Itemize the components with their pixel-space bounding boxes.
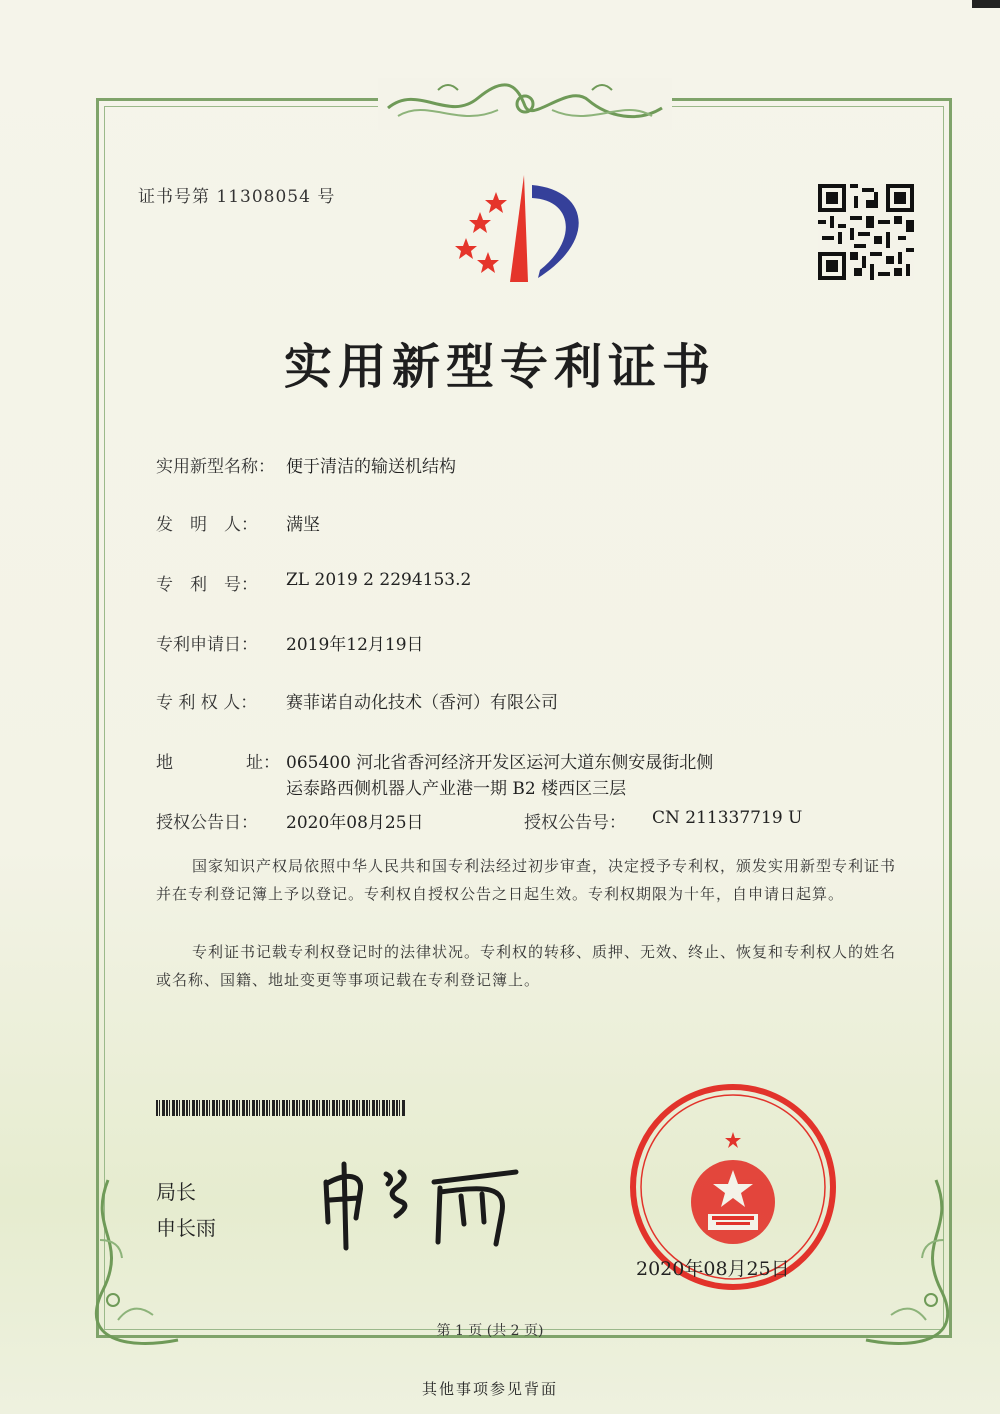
grant-date-label: 授权公告日： [156, 813, 258, 833]
qr-code [818, 184, 914, 280]
certificate-title: 实用新型专利证书 [283, 339, 716, 395]
signatory-name: 申长雨 [156, 1216, 216, 1240]
utility-name-value: 便于清洁的输送机结构 [286, 457, 456, 477]
certificate-number: 证书号第 11308054 号 [138, 187, 336, 207]
grant-number-value: CN 211337719 U [652, 808, 803, 828]
address-line-2: 运泰路西侧机器人产业港一期 B2 楼西区三层 [286, 779, 627, 799]
grant-number-label: 授权公告号： [524, 813, 626, 833]
barcode [156, 1100, 406, 1116]
seal-date: 2020年08月25日 [636, 1258, 790, 1280]
footer-note: 其他事项参见背面 [421, 1380, 558, 1398]
inventor-label: 发 明 人： [156, 515, 258, 535]
address-label: 地 [156, 753, 173, 773]
grant-date-value: 2020年08月25日 [286, 813, 424, 833]
top-ornament [378, 78, 672, 130]
signatory-title: 局长 [156, 1180, 196, 1204]
utility-name-label: 实用新型名称： [156, 457, 275, 477]
address-label-colon: 址： [246, 753, 280, 773]
address-line-1: 065400 河北省香河经济开发区运河大道东侧安晟街北侧 [286, 753, 714, 773]
handwritten-signature [316, 1152, 526, 1252]
apply-date-value: 2019年12月19日 [286, 635, 424, 655]
apply-date-label: 专利申请日： [156, 635, 258, 655]
inventor-value: 满坚 [286, 515, 320, 535]
owner-value: 赛菲诺自动化技术（香河）有限公司 [286, 693, 558, 713]
page-number: 第 1 页 (共 2 页) [436, 1323, 544, 1339]
patent-number-label: 专 利 号： [156, 575, 258, 595]
body-paragraph-1: 国家知识产权局依照中华人民共和国专利法经过初步审查，决定授予专利权，颁发实用新型专利证书并在专利登记簿上予以登记。专利权自授权公告之日起生效。专利权期限为十年，自申请日起算。 [156, 857, 897, 903]
body-paragraph-2: 专利证书记载专利权登记时的法律状况。专利权的转移、质押、无效、终止、恢复和专利权人的姓名或名称、国籍、地址变更等事项记载在专利登记簿上。 [156, 943, 897, 989]
cnipa-logo [448, 170, 608, 285]
patent-number-value: ZL 2019 2 2294153.2 [286, 570, 472, 590]
scan-edge [972, 0, 1000, 8]
owner-label: 专 利 权 人： [156, 693, 258, 713]
